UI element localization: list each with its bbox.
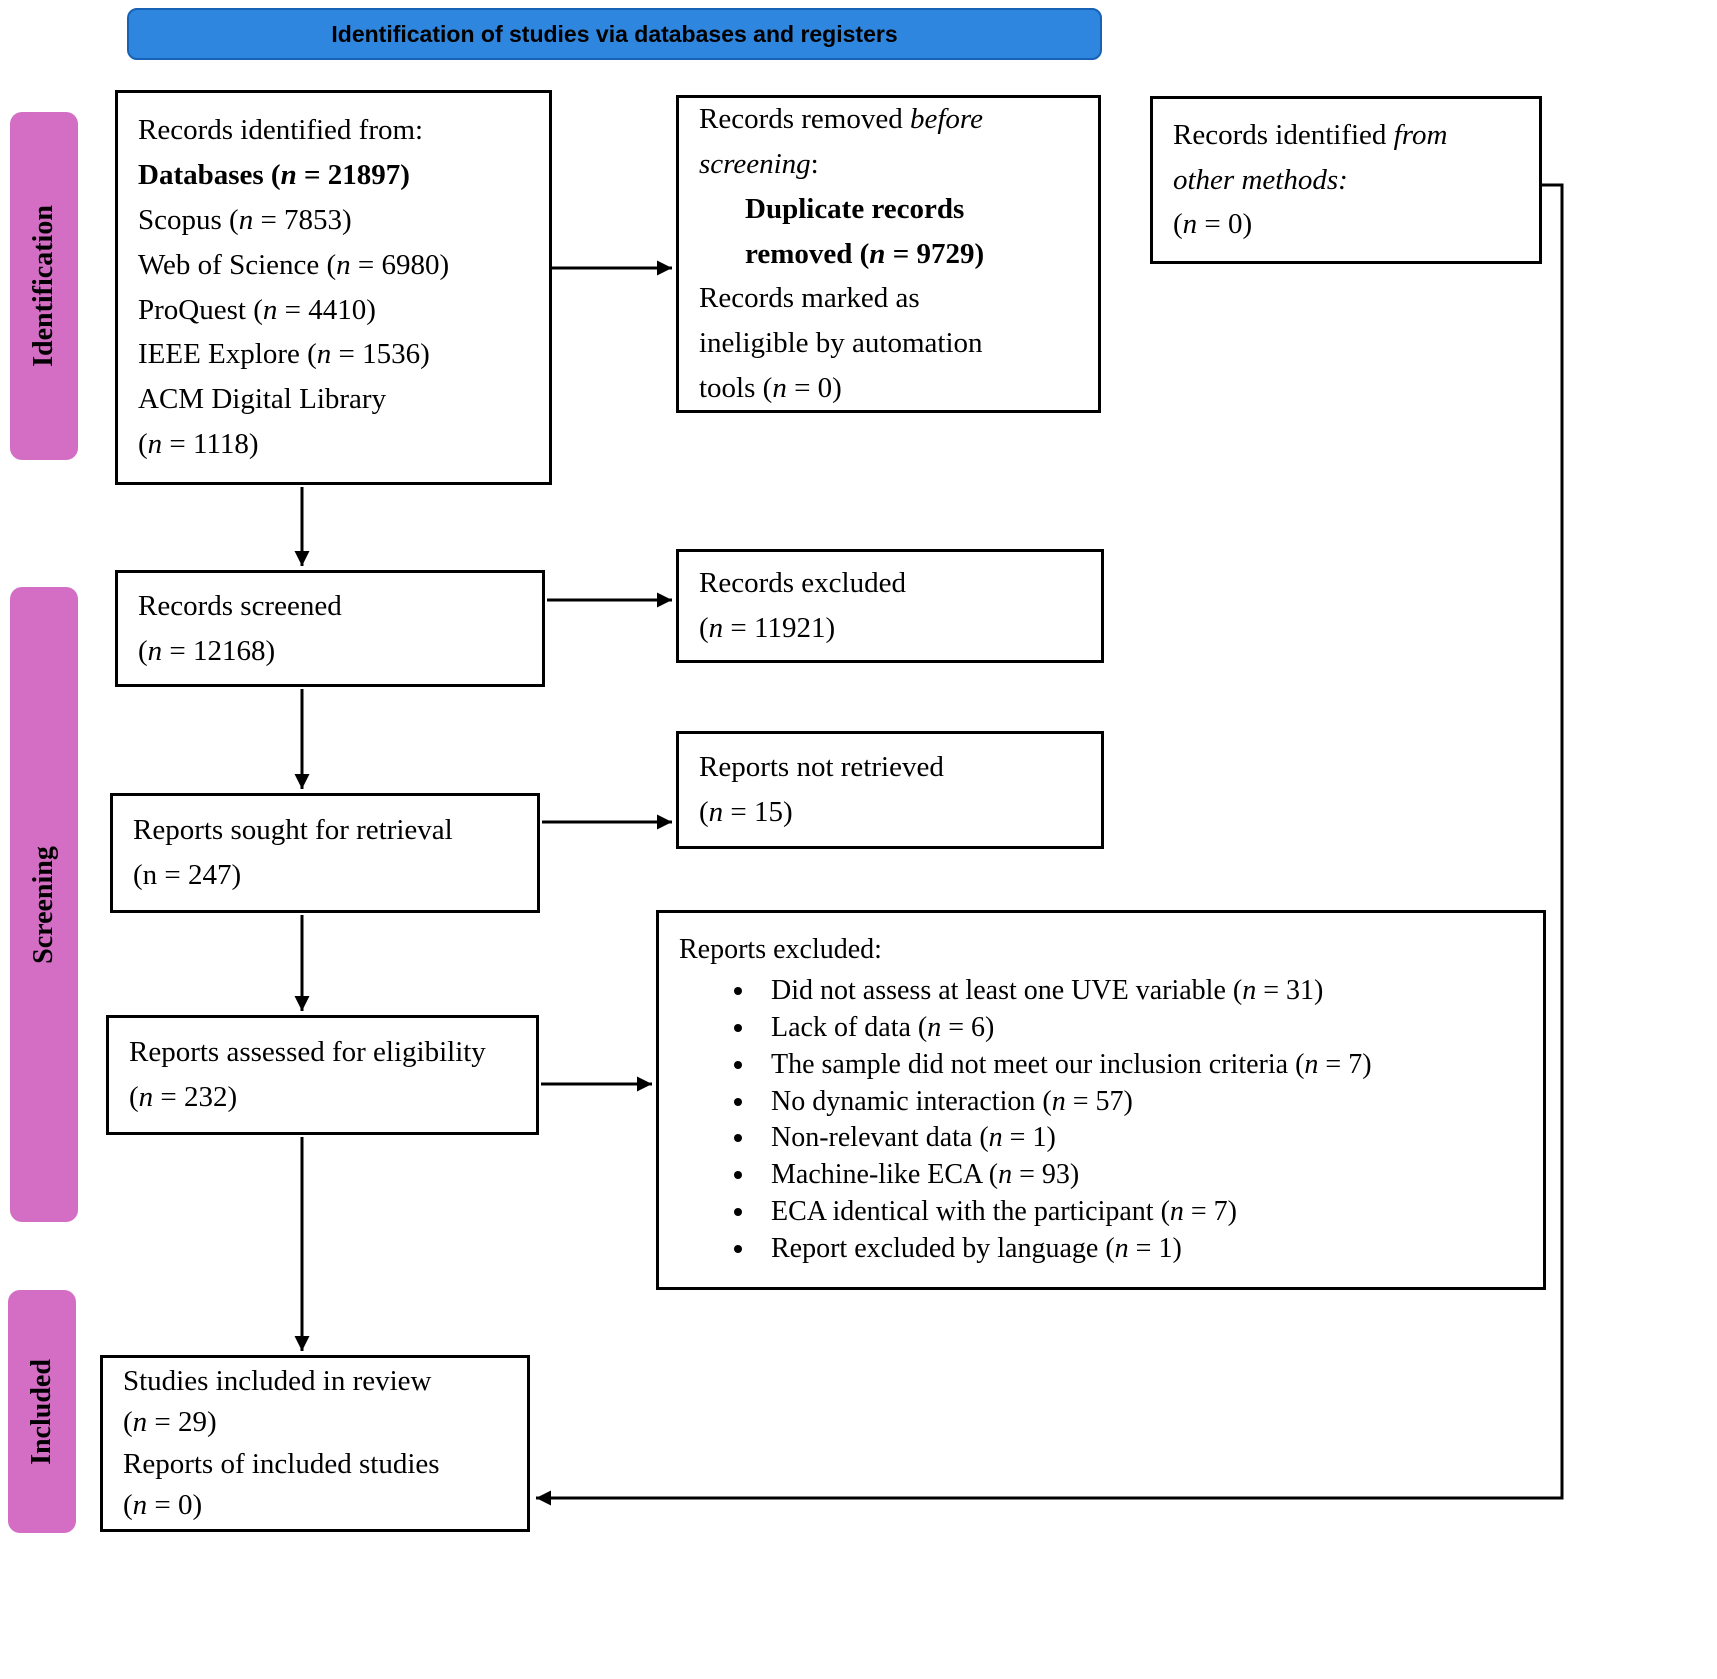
text-segment: = 4410) — [277, 293, 376, 326]
text-line — [699, 321, 1078, 366]
text-segment: Records identified from: — [138, 113, 424, 146]
records-identified-box — [115, 90, 552, 485]
records-screened-box — [115, 570, 545, 687]
text-segment: Reports excluded: — [679, 933, 882, 965]
text-segment: n — [147, 634, 163, 667]
text-line — [138, 377, 529, 422]
text-segment: ineligible by automation — [699, 327, 983, 360]
text-segment: ( — [129, 1081, 139, 1113]
text-segment: = 1118) — [162, 428, 259, 461]
text-segment: before — [910, 102, 984, 135]
other-methods-box — [1150, 96, 1542, 264]
text-segment: n — [1051, 1085, 1066, 1117]
text-line — [138, 243, 529, 288]
text-segment: Reports not retrieved — [699, 751, 944, 784]
text-segment: removed ( — [745, 237, 870, 270]
reports-not-retrieved-text — [699, 745, 1081, 835]
text-line — [138, 198, 529, 243]
text-segment: n — [927, 1011, 942, 1043]
text-segment: Records screened — [138, 589, 342, 622]
text-segment: Records excluded — [699, 567, 906, 600]
text-line — [699, 745, 1081, 790]
text-segment: ACM Digital Library — [138, 383, 387, 416]
text-segment: n — [147, 428, 163, 461]
text-segment: = 7) — [1318, 1048, 1372, 1080]
bullet-item — [757, 1157, 1523, 1194]
text-line — [138, 584, 522, 629]
text-segment: ( — [123, 1406, 133, 1439]
text-segment: Did not assess at least one UVE variable ( — [771, 974, 1243, 1006]
text-segment: : — [810, 147, 819, 180]
text-segment: = 1536) — [331, 338, 430, 371]
text-segment: = 0) — [786, 372, 842, 405]
text-line — [699, 276, 1078, 321]
stage-identification-label: Identification — [28, 205, 59, 367]
text-segment: = 29) — [147, 1406, 217, 1439]
reports-excluded-box — [656, 910, 1546, 1290]
records-excluded-text — [699, 561, 1081, 651]
bullet-item — [757, 1047, 1523, 1084]
text-segment: n — [708, 612, 724, 644]
text-segment: No dynamic interaction ( — [771, 1085, 1052, 1117]
text-segment: Duplicate records — [745, 192, 965, 225]
text-segment: n — [998, 1159, 1013, 1191]
reports-sought-box — [110, 793, 540, 913]
reports-excluded-title — [679, 932, 1523, 969]
text-line — [123, 1485, 507, 1526]
text-line — [699, 366, 1078, 411]
text-segment: Lack of data ( — [771, 1011, 928, 1043]
text-line — [129, 1075, 516, 1120]
records-screened-text — [138, 584, 522, 674]
text-segment: = 15) — [723, 796, 793, 828]
studies-included-text — [123, 1361, 507, 1526]
reports-sought-text — [133, 808, 517, 898]
text-line — [1173, 113, 1519, 158]
records-identified-text — [138, 108, 529, 468]
text-line — [138, 422, 529, 467]
reports-not-retrieved-box — [676, 731, 1104, 849]
records-excluded-box — [676, 549, 1104, 663]
text-line — [699, 561, 1081, 606]
stage-included-label: Included — [26, 1358, 58, 1465]
diagram-header — [127, 8, 1102, 60]
text-segment: screening — [699, 147, 811, 180]
text-segment: n — [1169, 1196, 1184, 1228]
text-segment: n — [988, 1122, 1003, 1154]
text-line — [679, 932, 1523, 969]
text-segment: ( — [1173, 208, 1183, 241]
text-line — [138, 288, 529, 333]
text-segment: = 1) — [1128, 1233, 1182, 1265]
reports-excluded-list — [679, 973, 1523, 1269]
text-segment: = 7853) — [253, 203, 352, 236]
text-segment: ( — [123, 1488, 133, 1521]
text-segment: = 232) — [153, 1081, 238, 1113]
reports-assessed-box — [106, 1015, 539, 1135]
stage-screening — [10, 587, 78, 1222]
text-segment: n — [280, 158, 297, 191]
text-segment: n — [869, 237, 886, 270]
text-segment: Web of Science ( — [138, 248, 337, 281]
text-segment: n — [1304, 1048, 1319, 1080]
text-line — [129, 1030, 516, 1075]
text-line — [699, 790, 1081, 835]
bullet-item — [757, 1084, 1523, 1121]
text-line — [699, 97, 1078, 142]
text-segment: n — [262, 293, 278, 326]
text-segment: n — [132, 1488, 148, 1521]
reports-assessed-text — [129, 1030, 516, 1120]
text-segment: = 9729) — [885, 237, 985, 270]
text-line — [133, 808, 517, 853]
text-segment: (n = 247) — [133, 859, 242, 891]
text-segment: = 31) — [1256, 974, 1324, 1006]
text-segment: n — [1182, 208, 1198, 241]
text-segment: = 6980) — [350, 248, 450, 281]
text-segment: n — [1114, 1233, 1129, 1265]
bullet-item — [757, 1231, 1523, 1268]
records-removed-box — [676, 95, 1101, 413]
text-line — [1173, 158, 1519, 203]
text-segment: Databases ( — [138, 158, 281, 191]
text-segment: other methods: — [1173, 163, 1348, 196]
text-line — [699, 142, 1078, 187]
text-segment: = 11921) — [723, 612, 836, 644]
text-line — [699, 606, 1081, 651]
text-segment: n — [772, 372, 787, 405]
text-segment: = 21897) — [296, 158, 410, 191]
stage-included — [8, 1290, 76, 1533]
text-segment: = 1) — [1002, 1122, 1056, 1154]
text-segment: tools ( — [699, 372, 773, 405]
text-segment: IEEE Explore ( — [138, 338, 317, 371]
bullet-item — [757, 1120, 1523, 1157]
text-segment: Studies included in review — [123, 1365, 432, 1398]
text-segment: Reports of included studies — [123, 1447, 440, 1480]
text-segment: Scopus ( — [138, 203, 239, 236]
bullet-item — [757, 973, 1523, 1010]
text-segment: n — [132, 1406, 148, 1439]
records-removed-text — [699, 97, 1078, 412]
text-line — [138, 332, 529, 377]
text-line — [138, 629, 522, 674]
text-segment: Non-relevant data ( — [771, 1122, 989, 1154]
text-segment: n — [708, 796, 724, 828]
text-segment: n — [316, 338, 332, 371]
text-segment: n — [138, 1081, 154, 1113]
text-line — [745, 187, 1078, 232]
text-line — [745, 232, 1078, 277]
text-segment: ( — [699, 612, 709, 644]
text-segment: ECA identical with the participant ( — [771, 1196, 1170, 1228]
stage-identification — [10, 112, 78, 460]
text-segment: ProQuest ( — [138, 293, 263, 326]
text-segment: Reports assessed for eligibility — [129, 1036, 486, 1069]
text-segment: The sample did not meet our inclusion criteria ( — [771, 1048, 1305, 1080]
text-line — [133, 853, 517, 898]
text-segment: = 93) — [1012, 1159, 1080, 1191]
text-line — [123, 1402, 507, 1443]
text-segment: ( — [138, 634, 148, 667]
text-segment: = 0) — [1197, 208, 1253, 241]
text-segment: = 7) — [1183, 1196, 1238, 1228]
text-line — [138, 108, 529, 153]
text-segment: n — [1242, 974, 1257, 1006]
text-segment: n — [238, 203, 254, 236]
text-line — [123, 1444, 507, 1485]
text-segment: Reports sought for retrieval — [133, 814, 453, 847]
text-segment: from — [1393, 118, 1448, 151]
studies-included-box — [100, 1355, 530, 1532]
text-segment: ( — [138, 428, 148, 461]
text-segment: = 6) — [941, 1011, 995, 1043]
bullet-item — [757, 1010, 1523, 1047]
text-line — [123, 1361, 507, 1402]
text-segment: Report excluded by language ( — [771, 1233, 1115, 1265]
other-methods-text — [1173, 113, 1519, 248]
text-segment: = 12168) — [162, 634, 276, 667]
text-segment: Records identified — [1173, 118, 1394, 151]
text-segment: = 0) — [147, 1488, 203, 1521]
text-line — [138, 153, 529, 198]
text-segment: ( — [699, 796, 709, 828]
text-segment: Records marked as — [699, 282, 920, 315]
stage-screening-label: Screening — [28, 845, 60, 964]
text-segment: Records removed — [699, 102, 910, 135]
text-segment: Machine-like ECA ( — [771, 1159, 999, 1191]
text-segment: n — [336, 248, 351, 281]
text-line — [1173, 202, 1519, 247]
diagram-header-title: Identification of studies via databases and registers — [331, 20, 898, 47]
text-segment: = 57) — [1065, 1085, 1133, 1117]
bullet-item — [757, 1194, 1523, 1231]
